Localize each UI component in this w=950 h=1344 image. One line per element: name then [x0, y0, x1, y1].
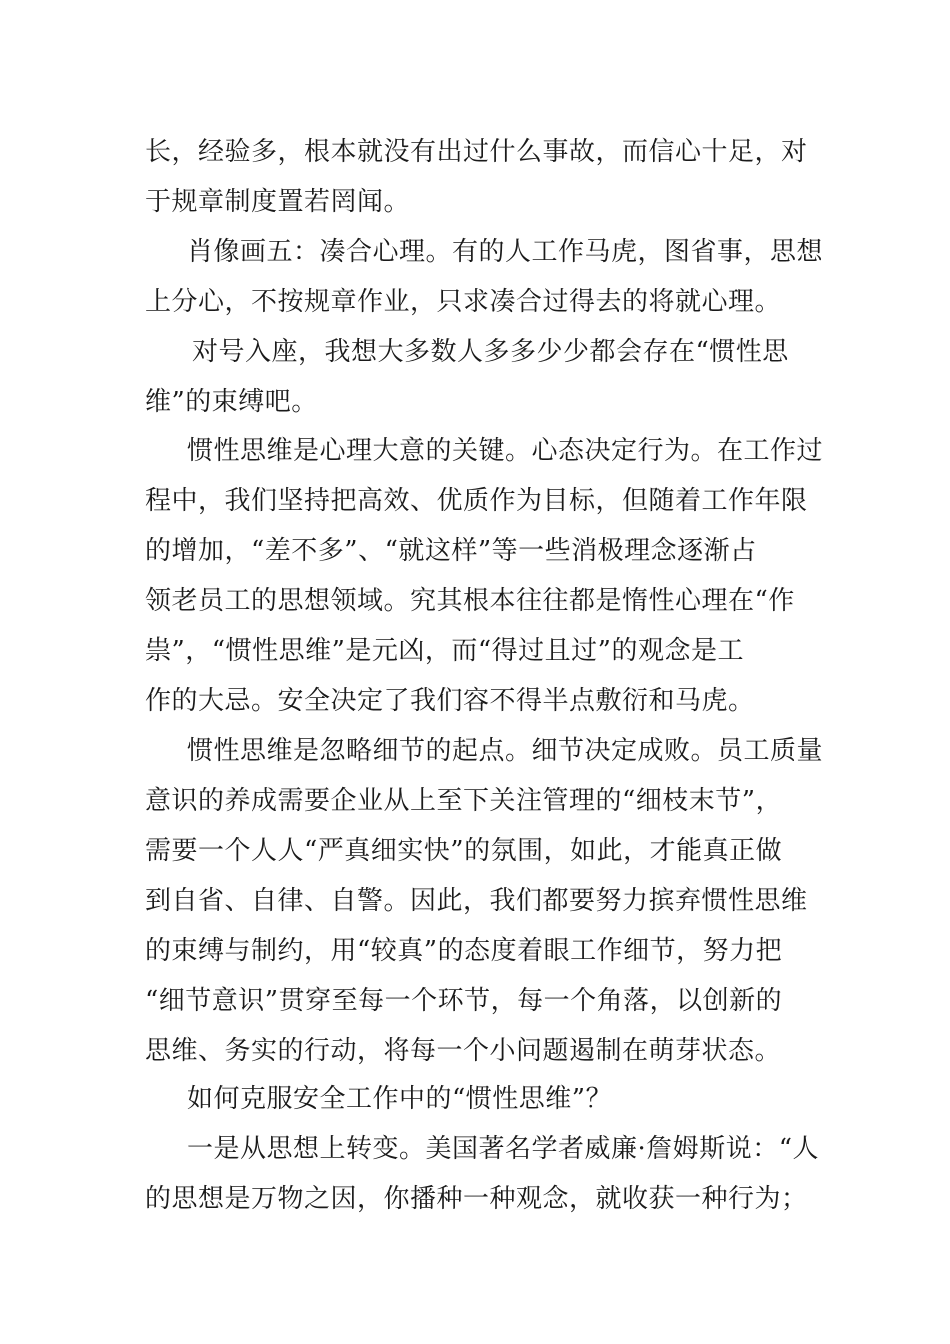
text-line: 长，经验多，根本就没有出过什么事故，而信心十足，对 — [145, 137, 808, 167]
text-line: 需要一个人人“严真细实快”的氛围，如此，才能真正做 — [145, 836, 783, 866]
text-line: 意识的养成需要企业从上至下关注管理的“细枝末节”， — [145, 786, 783, 816]
text-line: 惯性思维是忽略细节的起点。细节决定成败。员工质量 — [187, 736, 824, 766]
text-line: “细节意识”贯穿至每一个环节，每一个角落，以创新的 — [145, 986, 783, 1016]
text-line: 的思想是万物之因，你播种一种观念，就收获一种行为； — [145, 1184, 808, 1214]
text-line: 的束缚与制约，用“较真”的态度着眼工作细节，努力把 — [145, 936, 783, 966]
text-line: 惯性思维是心理大意的关键。心态决定行为。在工作过 — [187, 436, 824, 466]
text-line: 维”的束缚吧。 — [145, 387, 318, 417]
text-line: 对号入座，我想大多数人多多少少都会存在“惯性思 — [192, 337, 789, 367]
text-line: 于规章制度置若罔闻。 — [145, 187, 411, 217]
text-line: 思维、务实的行动，将每一个小问题遏制在萌芽状态。 — [145, 1036, 782, 1066]
text-line: 的增加，“差不多”、“就这样”等一些消极理念逐渐占 — [145, 536, 757, 566]
text-line: 上分心，不按规章作业，只求凑合过得去的将就心理。 — [145, 287, 782, 317]
text-line: 到自省、自律、自警。因此，我们都要努力摈弃惯性思维 — [145, 886, 808, 916]
text-line: 如何克服安全工作中的“惯性思维”？ — [187, 1084, 613, 1114]
text-line: 领老员工的思想领域。究其根本往往都是惰性心理在“作 — [145, 586, 795, 616]
text-line: 作的大忌。安全决定了我们容不得半点敷衍和马虎。 — [145, 686, 755, 716]
text-line: 祟”，“惯性思维”是元凶，而“得过且过”的观念是工 — [145, 636, 744, 666]
text-line: 肖像画五：凑合心理。有的人工作马虎，图省事，思想 — [187, 237, 824, 267]
text-line: 一是从思想上转变。美国著名学者威廉·詹姆斯说：“人 — [187, 1134, 820, 1164]
text-line: 程中，我们坚持把高效、优质作为目标，但随着工作年限 — [145, 486, 808, 516]
